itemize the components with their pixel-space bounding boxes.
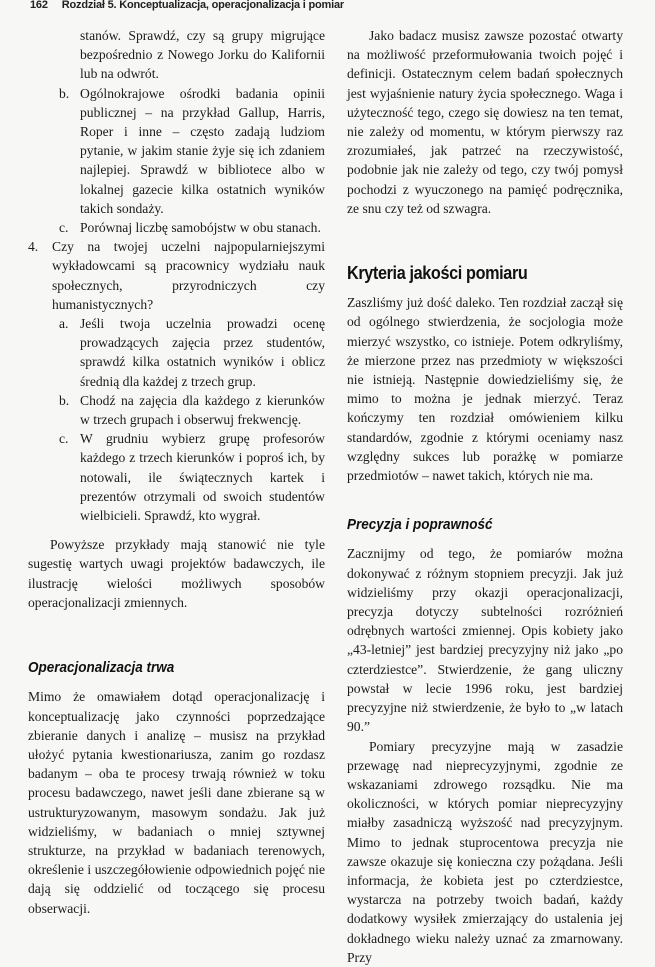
intro-paragraph: Jako badacz musisz zawsze pozostać otwarty na możliwość przeformułowania twoich pojęć i definicji. Ostatecznym celem badań społecznych jest wyjaśnienie natury życia społecznego. Waga i użyteczność tego, czego się dowiesz na ten temat, nie zależy od momentu, w którym pierwszy raz zrozumiałeś, jak patrzeć na rzeczywistość, podobnie jak nie zależy od tego, czy twój pomysł pochodzi z wyuczonego na pamięć podręcznika, ze snu czy też od szwagra.	[347, 28, 623, 216]
list-marker: c.	[59, 431, 69, 447]
list-marker: c.	[59, 220, 69, 236]
list-item-4a	[28, 314, 325, 391]
list-marker: b.	[59, 85, 70, 101]
list-item-4	[28, 237, 325, 314]
subsection-paragraph-2: Pomiary precyzyjne mają w zasadzie przewagę nad nieprecyzyjnymi, zgodnie ze wskazaniami zdrowego rozsądku. Nie ma okoliczności, w których pomiar nieprecyzyjny miałby zasadniczą wyższość nad precyzyjnym. Mimo to jednak stuprocentowa precyzja nie zawsze okazuje się konieczna czy pożądana. Jeśli informacja, że kobieta jest po czterdziestce, wystarcza na potrzeby twoich badań, każdy dodatkowy wysiłek zmierzający do ustalenia jej dokładnego wieku należy uznać za zmarnowany. Przy	[347, 738, 623, 965]
list-item-continuation: stanów. Sprawdź, czy są grupy migrujące bezpośrednio z Nowego Jorku do Kalifornii lub na odwrót.	[80, 28, 325, 82]
section-paragraph: Mimo że omawiałem dotąd operacjonalizację i konceptualizację jako czynności poprzedzające zbieranie danych i analizę – musisz na przykład ułożyć pytania kwestionariusza, zanim go rozdasz badanym – oba te procesy trwają również w toku procesu badawczego, nawet jeśli dane zbierane są w ustrukturyzowanym, masowym sondażu. Jak już widzieliśmy, w badaniach o mniej sztywnej strukturze, na przykład w badaniach terenowych, określenie i uszczegółowienie odpowiednich pojęć nie dają się oddzielić od toczącego się procesu obserwacji.	[28, 689, 325, 916]
page-number: 162	[30, 0, 48, 11]
subsection-heading-precyzja: Precyzja i poprawność	[347, 516, 493, 534]
section-heading-kryteria: Kryteria jakości pomiaru	[347, 263, 528, 284]
section-heading-operacjonalizacja: Operacjonalizacja trwa	[28, 659, 175, 677]
section-paragraph: Zaszliśmy już dość daleko. Ten rozdział zaczął się od ogólnego stwierdzenia, że socjologia może mierzyć wszystko, co istnieje. Potem odkryliśmy, że mierzone przez nas przedmioty w większości nie istnieją. Następnie dowiedzieliśmy się, że mimo to można je jednak mierzyć. Teraz kończymy ten rozdział omówieniem kilku standardów, zgodnie z którymi oceniamy nasz względny sukces lub porażkę w pomiarze przedmiotów – nawet takich, których nie ma.	[347, 295, 623, 484]
list-item-text: Czy na twojej uczelni najpopularniejszymi wykładowcami są pracownicy wydziału nauk społecznych, przyrodniczych czy humanistycznych?	[52, 239, 325, 312]
running-header	[30, 0, 360, 16]
running-title: Rozdział 5. Konceptualizacja, operacjonalizacja i pomiar	[61, 0, 344, 11]
list-marker: a.	[59, 316, 69, 332]
list-item-4c	[28, 429, 325, 525]
list-item-text: Ogólnokrajowe ośrodki badania opinii publicznej – na przykład Gallup, Harris, Roper i inne – często zadają ludziom pytanie, w jakim stanie żyje się ich zdaniem najlepiej. Sprawdź w bibliotece albo w lokalnej gazecie kilka ostatnich wyników takich sondaży.	[80, 85, 325, 216]
list-item-text: Chodź na zajęcia dla każdego z kierunków w trzech grupach i obserwuj frekwencję.	[80, 392, 325, 428]
list-item-text: Porównaj liczbę samobójstw w obu stanach.	[80, 220, 321, 236]
list-marker: 4.	[28, 239, 39, 255]
list-item-c	[28, 218, 325, 237]
list-item-b	[28, 84, 325, 218]
list-item-4b	[28, 391, 325, 429]
list-marker: b.	[59, 392, 70, 408]
list-item-text: W grudniu wybierz grupę profesorów każdego z trzech kierunków i poproś ich, by notowali, ile świątecznych kartek i prezentów otrzymali od swoich studentów wielbicieli. Sprawdź, kto wygrał.	[80, 431, 325, 524]
list-item-text: Jeśli twoja uczelnia prowadzi ocenę prowadzących zajęcia przez studentów, sprawdź kilka ostatnich wyników i oblicz średnią dla każdej z trzech grup.	[80, 316, 325, 389]
summary-paragraph: Powyższe przykłady mają stanowić nie tyle sugestię wartych uwagi projektów badawczych, ile ilustrację wielości możliwych sposobów operacjonalizacji zmiennych.	[28, 537, 325, 610]
subsection-paragraph-1: Zacznijmy od tego, że pomiarów można dokonywać z różnym stopniem precyzji. Jak już widzieliśmy przy okazji operacjonalizacji, precyzja dotyczy subtelności rozróżnień odrębnych wartości zmiennej. Opis kobiety jako „43-letniej” jest bardziej precyzyjny niż jako „po czterdziestce”. Stwierdzenie, że gang uliczny powstał w lecie 1996 roku, jest bardziej precyzyjne niż stwierdzenie, że było to „w latach 90.”	[347, 546, 623, 735]
right-column	[347, 26, 623, 967]
left-column	[28, 26, 325, 918]
